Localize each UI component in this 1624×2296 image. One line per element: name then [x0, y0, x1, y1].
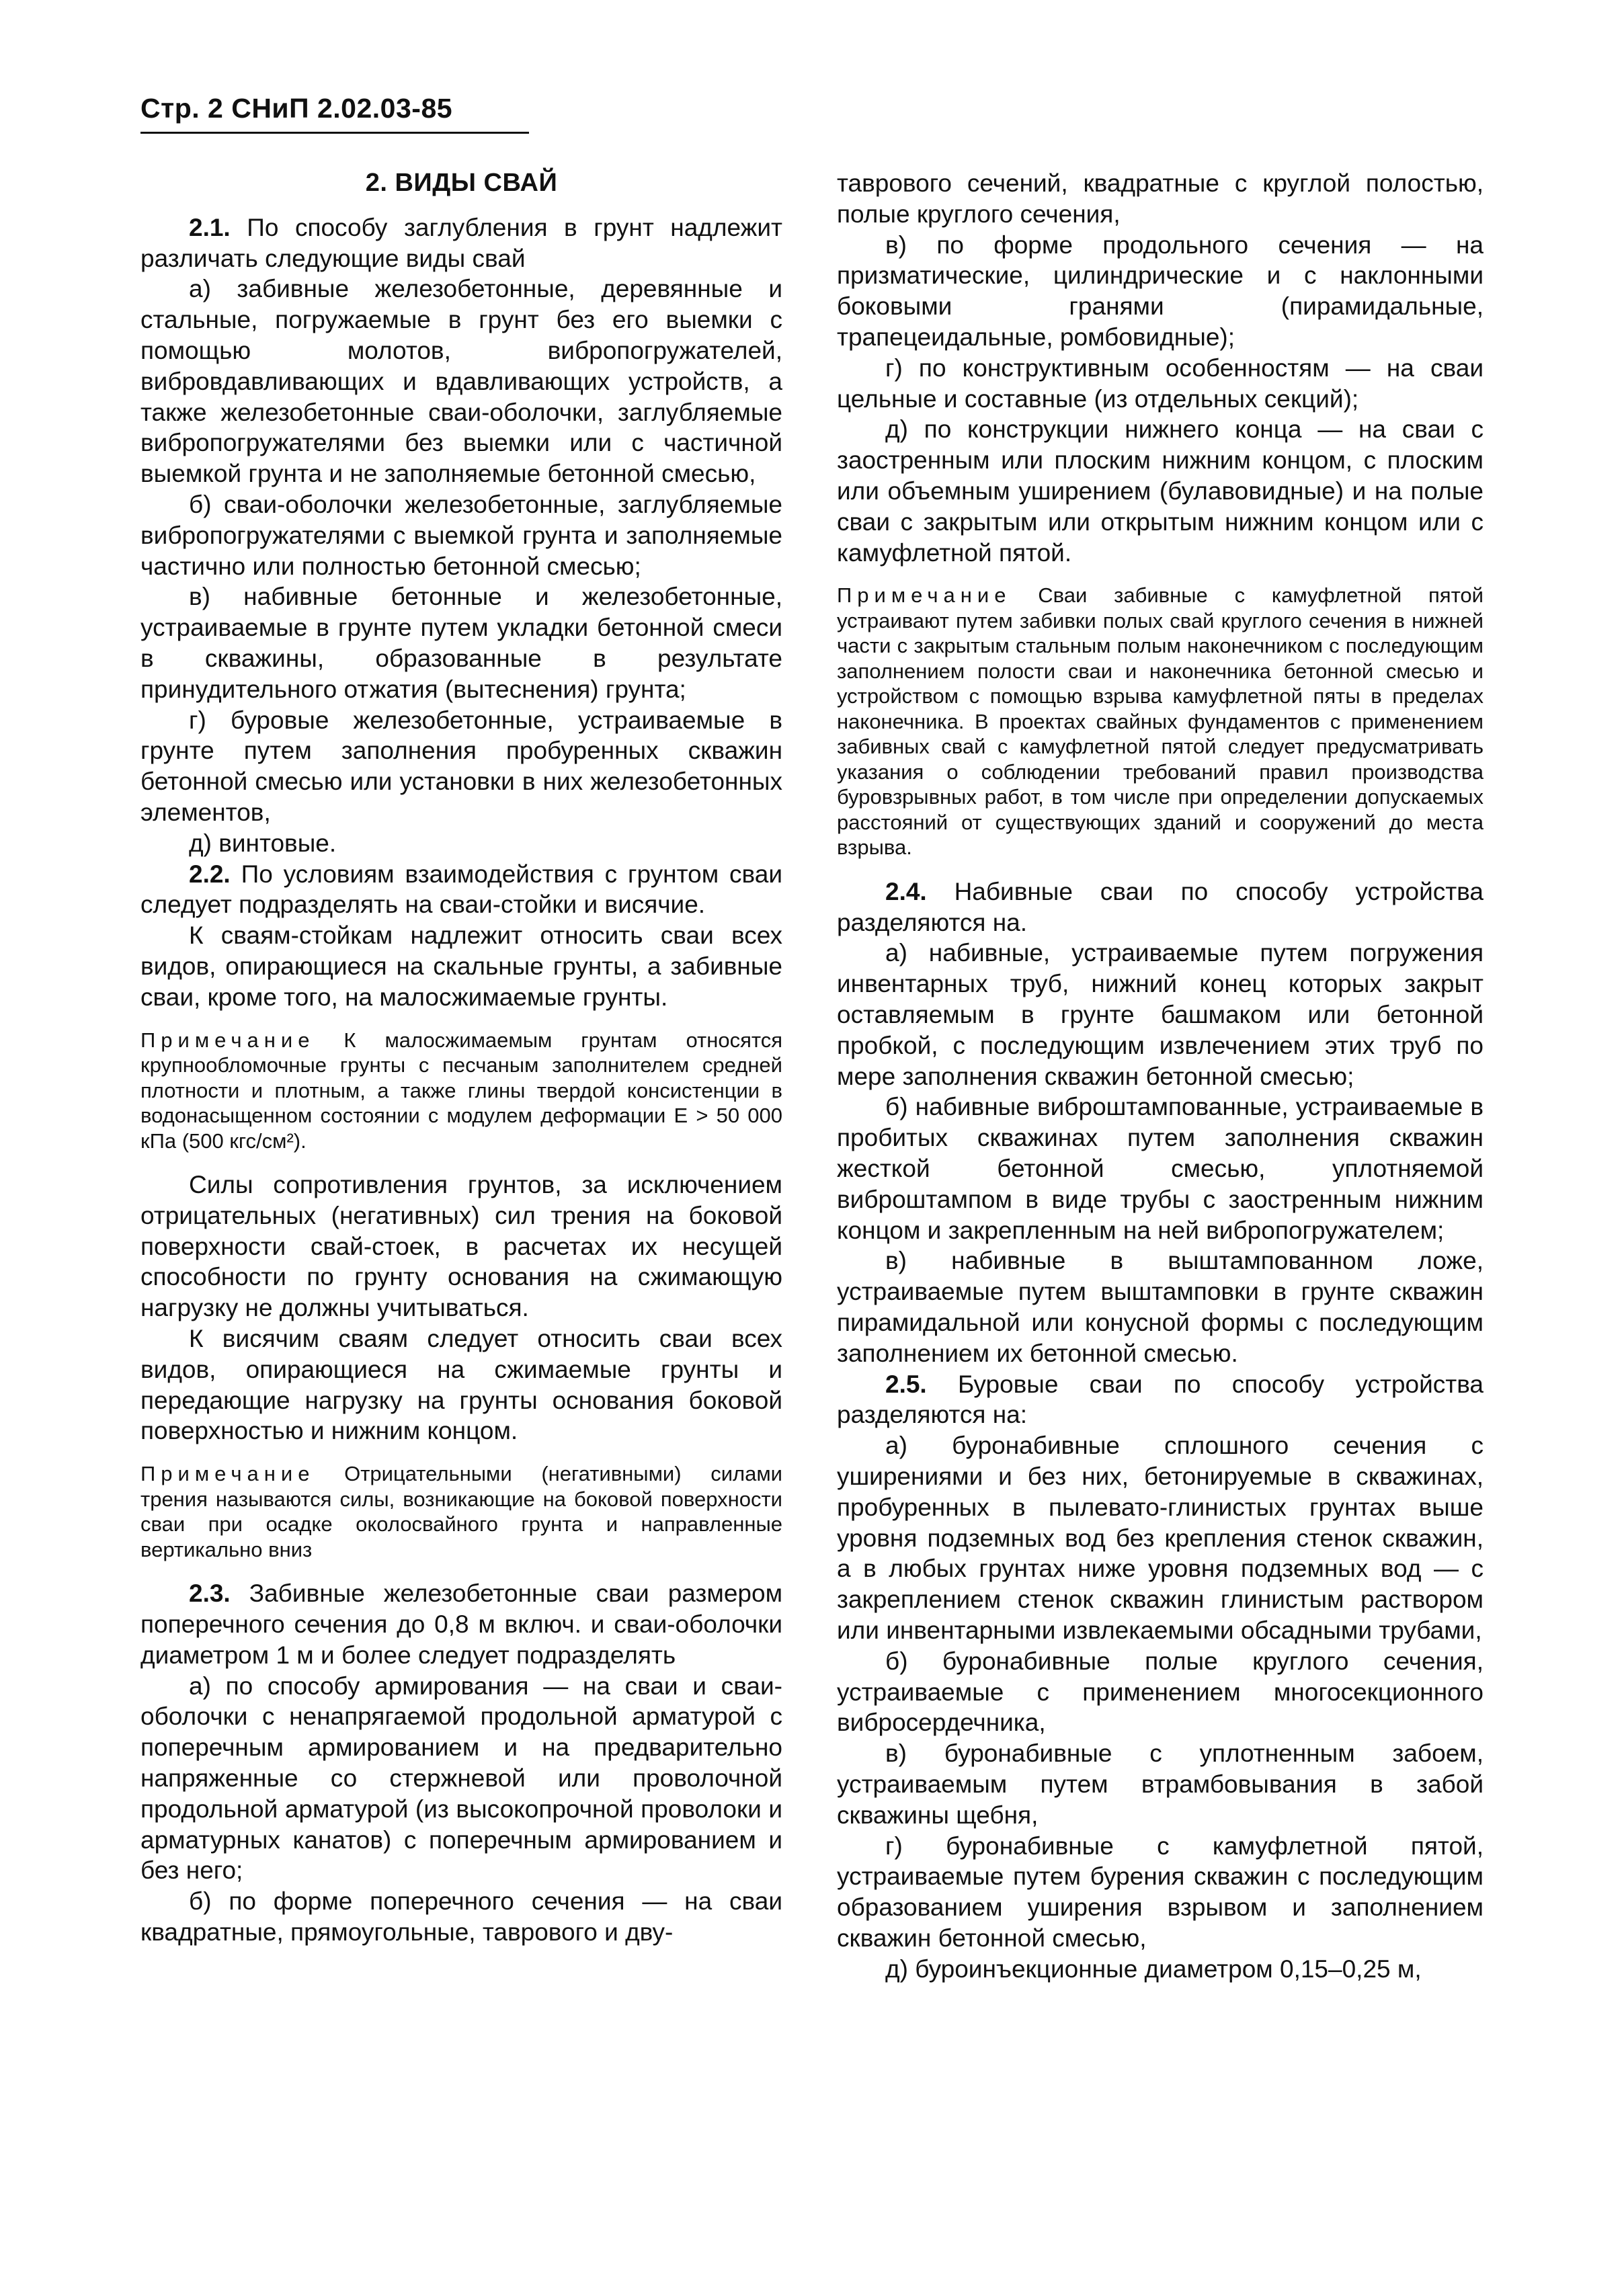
- clause-2-4-v: в) набивные в выштампованном ложе, устраиваемые путем выштамповки в грунте скважин пирамидальной или конусной формы с последующим заполнением их бетонной смесью.: [837, 1247, 1484, 1367]
- clause-text: Забивные железобетонные сваи размером поперечного сечения до 0,8 м включ. и сваи-оболочки диаметром 1 м и более следует подразделять: [140, 1580, 783, 1669]
- note-label: Примечание: [140, 1462, 315, 1486]
- clause-2-3-b: б) по форме поперечного сечения — на сваи квадратные, прямоугольные, таврового и дву-: [140, 1887, 782, 1946]
- paragraph-friction-piles: К висячим сваям следует относить сваи всех видов, опирающиеся на сжимаемые грунты и передающие нагрузку на грунты основания боковой поверхностью и нижним концом.: [140, 1325, 782, 1445]
- note-text: Сваи забивные с камуфлетной пятой устраивают путем забивки полых свай круглого сечения в нижней части с закрытым стальным полым наконечником с последующим заполнением полости сваи и наконечника бетонной смесью и устройством с помощью взрыва камуфлетной пяты в пределах наконечника. В проектах свайных фундаментов с применением забивных свай с камуфлетной пятой следует предусматривать указания о соблюдении требований правил производства буровзрывных работ, в том числе при определении допускаемых расстояний от существующих зданий и сооружений до места взрыва.: [837, 583, 1484, 860]
- clause-2-3-v: в) по форме продольного сечения — на призматические, цилиндрические и с наклонными боковыми гранями (пирамидальные, трапецеидальные, ромбовидные);: [837, 231, 1484, 351]
- note-label: Примечание: [140, 1028, 315, 1052]
- left-column: [140, 168, 782, 1948]
- clause-2-1: [140, 212, 782, 274]
- clause-2-5-g: г) буронабивные с камуфлетной пятой, устраиваемые путем бурения скважин с последующим образованием уширения взрывом и заполнением скважин бетонной смесью,: [837, 1832, 1484, 1952]
- section-title: 2. ВИДЫ СВАЙ: [365, 169, 558, 197]
- clause-2-2-end-bearing: К сваям-стойкам надлежит относить сваи всех видов, опирающиеся на скальные грунты, а забивные сваи, кроме того, на малосжимаемые грунты.: [140, 921, 782, 1011]
- header-underline: [140, 132, 529, 134]
- clause-2-4-a: а) набивные, устраиваемые путем погружения инвентарных труб, нижний конец которых закрыт оставляемым в грунте башмаком или бетонной пробкой, с последующим извлечением этих труб по мере заполнения скважин бетонной смесью;: [837, 939, 1484, 1090]
- note-text: К малосжимаемым грунтам относятся крупнообломочные грунты с песчаным заполнителем средней плотности и плотным, а также глины твердой консистенции в водонасыщенном состоянии с модулем деформации E > 50 000 кПа (500 кгс/см²).: [140, 1028, 782, 1153]
- note-negative-friction: [140, 1461, 782, 1562]
- clause-2-1-v: в) набивные бетонные и железобетонные, устраиваемые в грунте путем укладки бетонной смеси в скважины, образованные в результате принудительного отжатия (вытеснения) грунта;: [140, 583, 782, 703]
- clause-text: Набивные сваи по способу устройства разделяются на.: [837, 877, 1484, 936]
- clause-text: По способу заглубления в грунт надлежит различать следующие виды свай: [140, 213, 783, 272]
- right-column: [837, 168, 1484, 1985]
- clause-2-4: [837, 876, 1484, 938]
- clause-number: 2.4.: [885, 877, 927, 905]
- paragraph-resistance-forces: Силы сопротивления грунтов, за исключением отрицательных (негативных) сил трения на боковой поверхности свай-стоек, в расчетах их несущей способности по грунту основания на сжимающую нагрузку не должны учитываться.: [140, 1171, 782, 1322]
- clause-2-1-d: д) винтовые.: [189, 829, 337, 857]
- clause-2-3: [140, 1578, 782, 1670]
- clause-2-3-b-continued: таврового сечений, квадратные с круглой полостью, полые круглого сечения,: [837, 169, 1484, 228]
- clause-2-5: [837, 1369, 1484, 1431]
- clause-number: 2.5.: [885, 1370, 927, 1398]
- note-label: Примечание: [837, 583, 1012, 608]
- clause-2-3-g: г) по конструктивным особенностям — на сваи цельные и составные (из отдельных секций);: [837, 354, 1484, 413]
- clause-2-5-b: б) буронабивные полые круглого сечения, устраиваемые с применением многосекционного виброcердечника,: [837, 1647, 1484, 1737]
- clause-2-1-a: а) забивные железобетонные, деревянные и стальные, погружаемые в грунт без его выемки с помощью молотов, вибропогружателей, вибровдавливающих и вдавливающих устройств, а также железобетонные сваи-оболочки, заглубляемые вибропогружателями без выемки или с частичной выемкой грунта и не заполняемые бетонной смесью,: [140, 275, 782, 488]
- note-low-compressible: [140, 1028, 782, 1154]
- clause-2-5-v: в) буронабивные с уплотненным забоем, устраиваемым путем втрамбовывания в забой скважины щебня,: [837, 1739, 1484, 1829]
- clause-2-2: [140, 859, 782, 921]
- note-camouflet-base: [837, 583, 1484, 860]
- page-header: Стр. 2 СНиП 2.02.03-85: [140, 93, 453, 124]
- clause-2-3-a: а) по способу армирования — на сваи и сваи-оболочки с ненапрягаемой продольной арматурой с поперечным армированием и на предварительно напряженные со стержневой или проволочной продольной арматурой (из высокопрочной проволоки и арматурных канатов) с поперечным армированием и без него;: [140, 1672, 782, 1885]
- clause-number: 2.1.: [189, 213, 231, 241]
- clause-text: По условиям взаимодействия с грунтом сваи следует подразделять на сваи-стойки и висячие.: [140, 860, 783, 919]
- clause-2-1-g: г) буровые железобетонные, устраиваемые в грунте путем заполнения пробуренных скважин бетонной смесью или установки в них железобетонных элементов,: [140, 706, 782, 826]
- clause-number: 2.2.: [189, 860, 231, 888]
- note-text: Отрицательными (негативными) силами трения называются силы, возникающие на боковой поверхности сваи при осадке околосвайного грунта и направленные вертикально вниз: [140, 1462, 782, 1561]
- clause-2-4-b: б) набивные виброштампованные, устраиваемые в пробитых скважинах путем заполнения скважин жесткой бетонной смесью, уплотняемой виброштампом в виде трубы с заостренным нижним концом и закрепленным на ней вибропогружателем;: [837, 1093, 1484, 1244]
- clause-2-5-d: д) буроинъекционные диаметром 0,15–0,25 м,: [885, 1955, 1422, 1983]
- clause-2-1-b: б) сваи-оболочки железобетонные, заглубляемые вибропогружателями с выемкой грунта и заполняемые частично или полностью бетонной смесью;: [140, 490, 782, 580]
- clause-2-5-a: а) буронабивные сплошного сечения с уширениями и без них, бетонируемые в скважинах, пробуренных в пылевато-глинистых грунтах выше уровня подземных вод без крепления стенок скважин, а в любых грунтах ниже уровня подземных вод — с закреплением стенок скважин глинистым раствором или инвентарными извлекаемыми обсадными трубами,: [837, 1432, 1484, 1644]
- clause-text: Буровые сваи по способу устройства разделяются на:: [837, 1370, 1484, 1429]
- clause-number: 2.3.: [189, 1580, 231, 1608]
- clause-2-3-d: д) по конструкции нижнего конца — на сваи с заостренным или плоским нижним концом, с плоским или объемным уширением (булавовидные) и на полые сваи с закрытым или открытым нижним концом или с камуфлетной пятой.: [837, 415, 1484, 567]
